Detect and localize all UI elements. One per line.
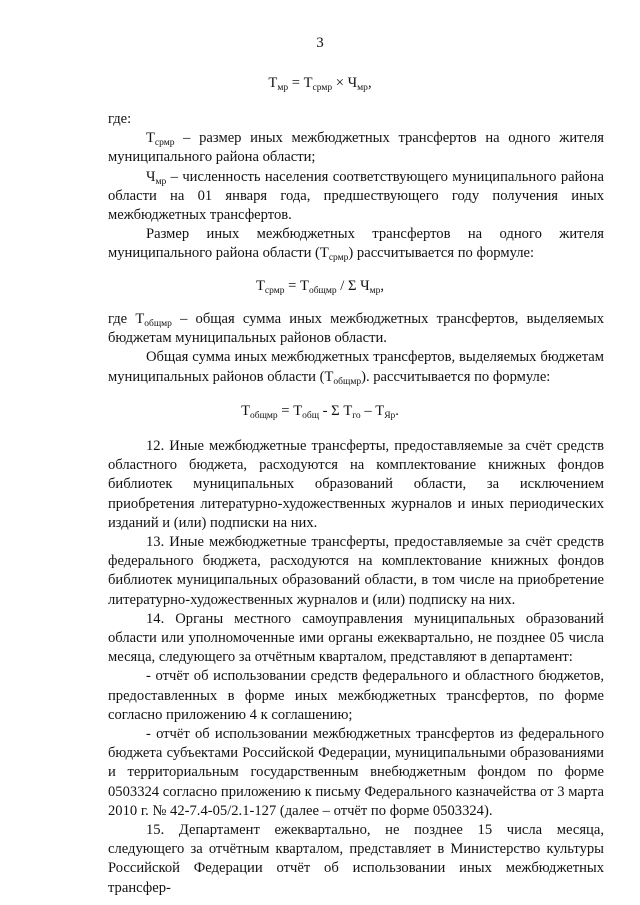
page-number: 3 bbox=[316, 35, 324, 51]
formula-transfers-per-district: $Т_{мр} = Т_{срмр} \times Ч_{мр}$, bbox=[268, 75, 372, 93]
where-label: где: bbox=[108, 111, 132, 127]
definition-population: $Ч_{мр}$ – численность населения соответствующего муниципального района области на 01 января года, предшествующего году получения иных межбюджетных трансфертов. bbox=[108, 168, 604, 224]
definitions-block bbox=[108, 110, 604, 264]
clause-12: 12. Иные межбюджетные трансферты, предоставляемые за счёт средств областного бюджета, расходуются на комплектование книжных фондов библиотек муниципальных образований области, за исключением приобретения литературно-художественных журналов и иных периодических изданий и (или) подписки на них. bbox=[108, 438, 604, 531]
paragraph-where-total: где $Т_{общмр}$ – общая сумма иных межбюджетных трансфертов, выделяемых бюджетам муниципальных районов области. bbox=[108, 311, 604, 347]
clause-15: 15. Департамент ежеквартально, не позднее 15 числа месяца, следующего за отчётным кварталом, представляет в Министерство культуры Российской Федерации отчёт об использовании иных межбюджетных трансфер- bbox=[108, 822, 604, 896]
clause-14-item-b: - отчёт об использовании межбюджетных трансфертов из федерального бюджета субъектами Российской Федерации, муниципальными образованиями и территориальным государственным внебюджетным фондом по форме 0503324 согласно приложению к письму Федерального казначейства от 3 марта 2010 г. № 42-7.4-05/2.1-127 (далее – отчёт по форме 0503324). bbox=[108, 726, 604, 819]
total-sum-block bbox=[108, 310, 604, 387]
formula-total-sum: $Т_{общмр} = Т_{общ} - \Sigma$ $Т_{го} - Т_{Яр}$. bbox=[241, 403, 399, 421]
definition-avg-transfer: $Т_{срмр}$ – размер иных межбюджетных трансфертов на одного жителя муниципального района области; bbox=[108, 130, 604, 166]
paragraph-size-formula-intro: Размер иных межбюджетных трансфертов на одного жителя муниципального района области $(Т_{срмр})$ рассчитывается по формуле: bbox=[108, 226, 604, 264]
clause-14: 14. Органы местного самоуправления муниципальных образований области или уполномоченные ими органы ежеквартально, не позднее 05 числа месяца, следующего за отчётным кварталом, представляют в департамент: bbox=[108, 610, 604, 666]
clause-14-item-a: - отчёт об использовании средств федерального и областного бюджетов, предоставленных в форме иных межбюджетных трансфертов, по форме согласно приложению 4 к соглашению; bbox=[108, 668, 604, 723]
clauses-block bbox=[108, 437, 604, 898]
clause-13: 13. Иные межбюджетные трансферты, предоставляемые за счёт средств федерального бюджета, расходуются на комплектование книжных фондов библиотек муниципальных образований области, в том числе на приобретение литературно-художественных журналов и (или) подписку на них. bbox=[108, 534, 604, 608]
paragraph-total-formula-intro: Общая сумма иных межбюджетных трансфертов, выделяемых бюджетам муниципальных районов области $(Т_{общмр})$. рассчитывается по формуле: bbox=[108, 349, 604, 387]
formula-avg-transfer: $Т_{срмр} = Т_{общмр} / \Sigma$ $Ч_{мр}$, bbox=[255, 278, 385, 296]
